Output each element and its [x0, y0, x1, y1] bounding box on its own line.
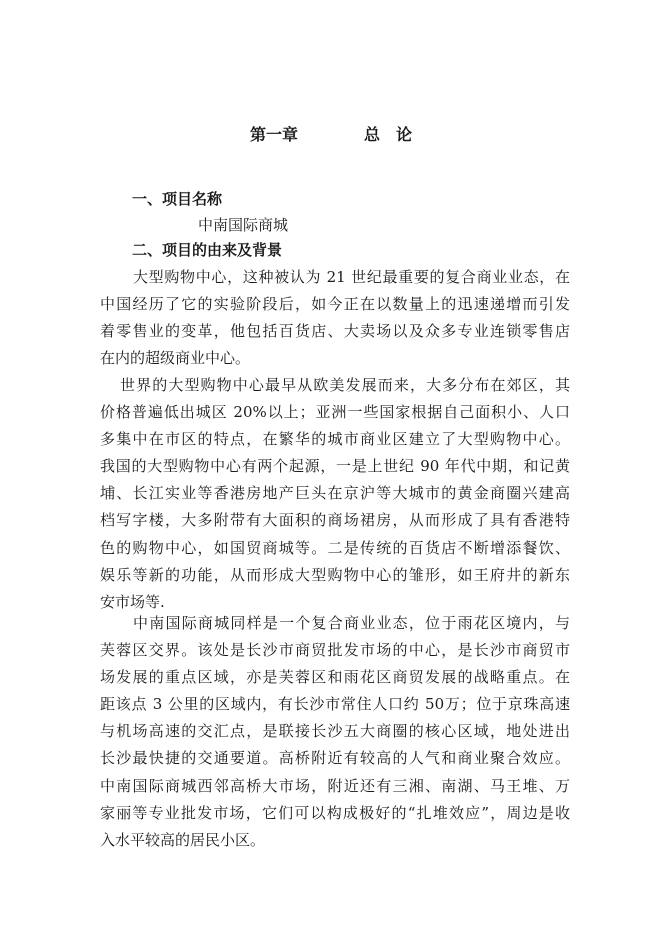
- paragraph-line: 档写字楼，大多附带有大面积的商场裙房，从而形成了具有香港特: [100, 511, 570, 530]
- paragraph-line: 入水平较高的居民小区。: [100, 830, 266, 849]
- paragraph-line: 家丽等专业批发市场，它们可以构成极好的“扎堆效应”，周边是收: [100, 803, 570, 822]
- paragraph-line: 与机场高速的交汇点，是联接长沙五大商圈的核心区域，地处进出: [100, 722, 570, 741]
- paragraph-line: 场发展的重点区域，亦是芙蓉区和雨花区商贸发展的战略重点。在: [100, 668, 570, 687]
- section-heading-background: 二、项目的由来及背景: [132, 241, 283, 259]
- paragraph-line: 大型购物中心，这种被认为 21 世纪最重要的复合商业业态，在: [133, 268, 570, 286]
- paragraph-3: [100, 610, 570, 854]
- paragraph-line: 着零售业的变革，他包括百货店、大卖场以及众多专业连锁零售店: [100, 322, 570, 341]
- paragraph-line: 埔、长江实业等香港房地产巨头在京沪等大城市的黄金商圈兴建高: [100, 484, 570, 503]
- chapter-number: 第一章: [249, 125, 298, 144]
- paragraph-1: [100, 264, 570, 372]
- paragraph-line: 在内的超级商业中心。: [100, 349, 251, 368]
- chapter-title-char-1: 总: [363, 125, 380, 144]
- project-name-text: 中南国际商城: [198, 216, 289, 234]
- paragraph-line: 安市场等.: [100, 592, 165, 611]
- paragraph-line: 距该点 3 公里的区域内，有长沙市常住人口约 50万；位于京珠高速: [100, 695, 570, 714]
- chapter-title-char-2: 论: [396, 125, 413, 144]
- paragraph-line: 我国的大型购物中心有两个起源，一是上世纪 90 年代中期，和记黄: [100, 457, 570, 476]
- paragraph-2: [100, 372, 570, 616]
- paragraph-line: 长沙最快捷的交通要道。高桥附近有较高的人气和商业聚合效应。: [100, 749, 570, 768]
- paragraph-line: 价格普遍低出城区 20%以上；亚洲一些国家根据自己面积小、人口: [100, 403, 570, 422]
- paragraph-line: 多集中在市区的特点，在繁华的城市商业区建立了大型购物中心。: [100, 430, 570, 449]
- paragraph-line: 中南国际商城西邻高桥大市场，附近还有三湘、南湖、马王堆、万: [100, 776, 570, 795]
- chapter-title: [0, 122, 662, 145]
- paragraph-line: 娱乐等新的功能，从而形成大型购物中心的雏形，如王府井的新东: [100, 565, 570, 584]
- paragraph-line: 中国经历了它的实验阶段后，如今正在以数量上的迅速递增而引发: [100, 295, 570, 314]
- paragraph-line: 色的购物中心，如国贸商城等。二是传统的百货店不断增添餐饮、: [100, 538, 570, 557]
- paragraph-line: 中南国际商城同样是一个复合商业业态，位于雨花区境内，与: [133, 614, 570, 632]
- paragraph-line: 世界的大型购物中心最早从欧美发展而来，大多分布在郊区，其: [120, 376, 570, 394]
- section-heading-project-name: 一、项目名称: [132, 190, 223, 208]
- paragraph-line: 芙蓉区交界。该处是长沙市商贸批发市场的中心，是长沙市商贸市: [100, 641, 570, 660]
